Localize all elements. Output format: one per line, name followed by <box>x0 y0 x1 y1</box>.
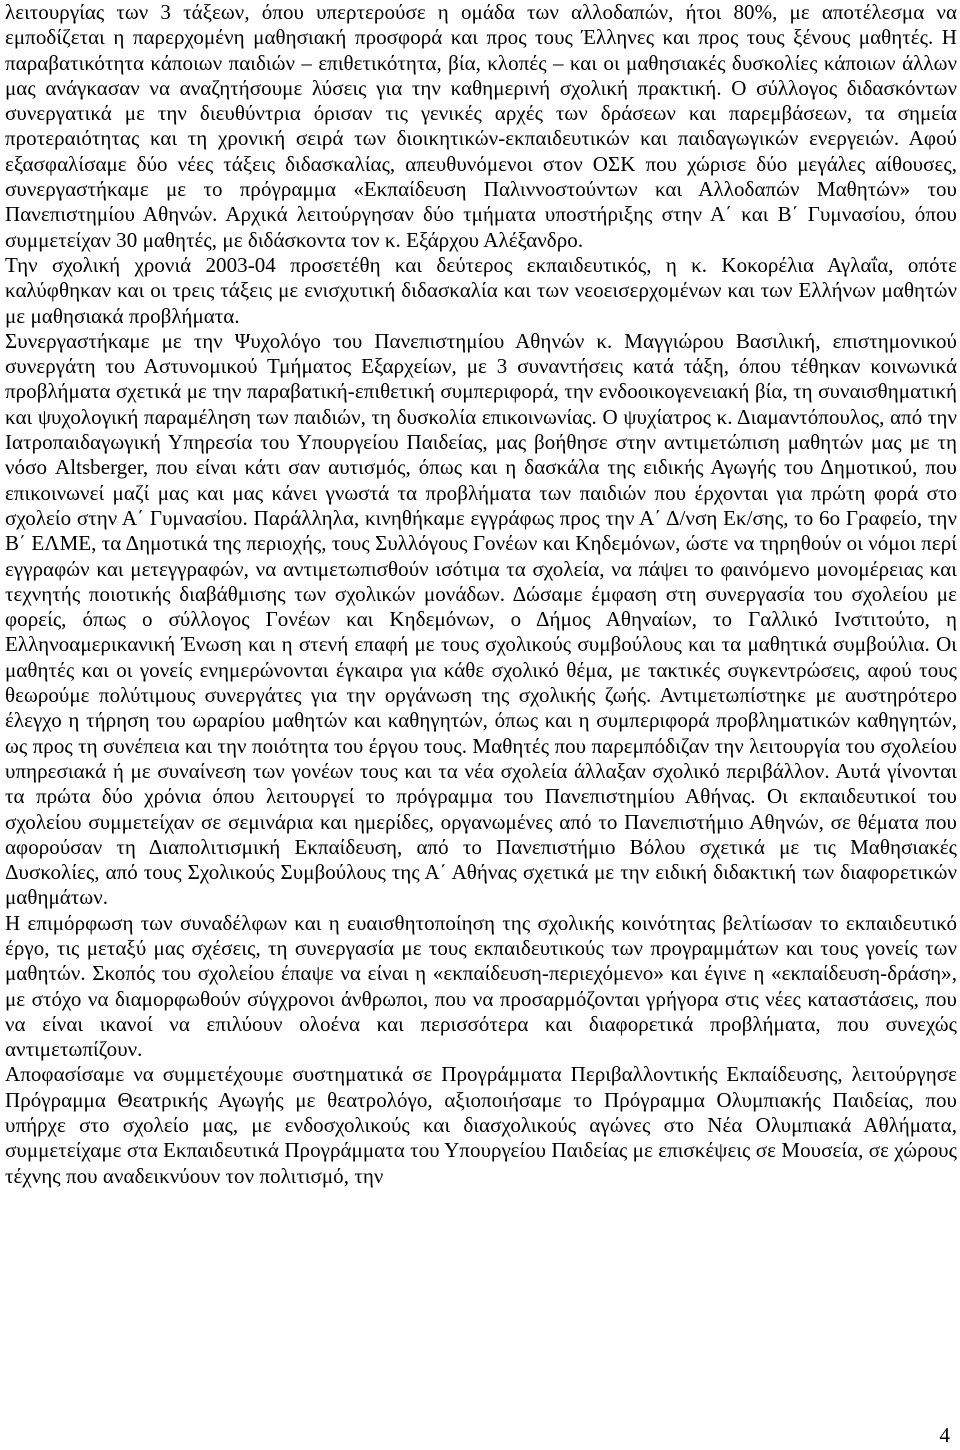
paragraph-1: λειτουργίας των 3 τάξεων, όπου υπερτερούσε η ομάδα των αλλοδαπών, ήτοι 80%, με αποτέλεσμα να εμποδίζεται η παρερχομένη μαθησιακή προσφορά και προς τους Έλληνες και προς τους ξένους μαθητές. Η παραβατικότητα κάποιων παιδιών – επιθετικότητα, βία, κλοπές – και οι μαθησιακές δυσκολίες κάποιων άλλων μας ανάγκασαν να αναζητήσουμε λύσεις για την καθημερινή σχολική πρακτική. Ο σύλλογος διδασκόντων συνεργατικά με την διευθύντρια όρισαν τις γενικές αρχές των δράσεων και παρεμβάσεων, τα σημεία προτεραιότητας και τη χρονική σειρά των διοικητικών-εκπαιδευτικών και παιδαγωγικών ενεργειών. Αφού εξασφαλίσαμε δύο νέες τάξεις διδασκαλίας, απευθυνόμενοι στον ΟΣΚ που χώρισε δύο μεγάλες αίθουσες, συνεργαστήκαμε με το πρόγραμμα «Εκπαίδευση Παλιννοστούντων και Αλλοδαπών Μαθητών» του Πανεπιστημίου Αθηνών. Αρχικά λειτούργησαν δύο τμήματα υποστήριξης στην Α΄ και Β΄ Γυμνασίου, όπου συμμετείχαν 30 μαθητές, με διδάσκοντα τον κ. Εξάρχου Αλέξανδρο. <box>5 0 957 252</box>
paragraph-4: Η επιμόρφωση των συναδέλφων και η ευαισθητοποίηση της σχολικής κοινότητας βελτίωσαν το εκπαιδευτικό έργο, τις μεταξύ μας σχέσεις, τη συνεργασία με τους εκπαιδευτικούς των προγραμμάτων και τους γονείς των μαθητών. Σκοπός του σχολείου έπαψε να είναι η «εκπαίδευση-περιεχόμενο» και έγινε η «εκπαίδευση-δράση», με στόχο να διαμορφωθούν σύγχρονοι άνθρωποι, που να προσαρμόζονται γρήγορα στις νέες καταστάσεις, που να είναι ικανοί να επιλύουν ολοένα και περισσότερα και διαφορετικά προβλήματα, που συνεχώς αντιμετωπίζουν. <box>5 910 957 1062</box>
paragraph-3: Συνεργαστήκαμε με την Ψυχολόγο του Πανεπιστημίου Αθηνών κ. Μαγγιώρου Βασιλική, επιστημονικού συνεργάτη του Αστυνομικού Τμήματος Εξαρχείων, με 3 συναντήσεις κατά τάξη, όπου τέθηκαν κοινωνικά προβλήματα σχετικά με την παραβατική-επιθετική συμπεριφορά, την ενδοοικογενειακή βία, τη συναισθηματική και ψυχολογική παραμέληση των παιδιών, τη δυσκολία επικοινωνίας. Ο ψυχίατρος κ. Διαμαντόπουλος, από την Ιατροπαιδαγωγική Υπηρεσία του Υπουργείου Παιδείας, μας βοήθησε στην αντιμετώπιση μαθητών μας με τη νόσο Altsberger, που είναι κάτι σαν αυτισμός, όπως και η δασκάλα της ειδικής Αγωγής του Δημοτικού, που επικοινωνεί μαζί μας και μας κάνει γνωστά τα προβλήματα των παιδιών που έρχονται για πρώτη φορά στο σχολείο στην Α΄ Γυμνασίου. Παράλληλα, κινηθήκαμε εγγράφως προς την Α΄ Δ/νση Εκ/σης, το 6ο Γραφείο, την Β΄ ΕΛΜΕ, τα Δημοτικά της περιοχής, τους Συλλόγους Γονέων και Κηδεμόνων, ώστε να τηρηθούν οι νόμοι περί εγγραφών και μετεγγραφών, να αντιμετωπισθούν ισότιμα τα σχολεία, να πάψει το φαινόμενο μονομέρειας και τεχνητής ποιοτικής διαβάθμισης των σχολικών μονάδων. Δώσαμε έμφαση στη συνεργασία του σχολείου με φορείς, όπως ο σύλλογος Γονέων και Κηδεμόνων, ο Δήμος Αθηναίων, το Γαλλικό Ινστιτούτο, η Ελληνοαμερικανική Ένωση και η στενή επαφή με τους σχολικούς συμβούλους και τα μαθητικά συμβούλια. Οι μαθητές και οι γονείς ενημερώνονται έγκαιρα για κάθε σχολικό θέμα, με τακτικές συγκεντρώσεις, αφού τους θεωρούμε πολύτιμους συνεργάτες για την οργάνωση της σχολικής ζωής. Αντιμετωπίστηκε με αυστηρότερο έλεγχο η τήρηση του ωραρίου μαθητών και καθηγητών, όπως και η συμπεριφορά προβληματικών καθηγητών, ως προς τη συνέπεια και την ποιότητα του έργου τους. Μαθητές που παρεμπόδιζαν την λειτουργία του σχολείου υπηρεσιακά ή με συναίνεση των γονέων τους και τα νέα σχολεία άλλαξαν σχολικό περιβάλλον. Αυτά γίνονται τα πρώτα δύο χρόνια όπου λειτουργεί το πρόγραμμα του Πανεπιστημίου Αθήνας. Οι εκπαιδευτικοί του σχολείου συμμετείχαν σε σεμινάρια και ημερίδες, οργανωμένες από το Πανεπιστήμιο Αθηνών, σε θέματα που αφορούσαν τη Διαπολιτισμική Εκπαίδευση, από το Πανεπιστήμιο Βόλου σχετικά με τις Μαθησιακές Δυσκολίες, από τους Σχολικούς Συμβούλους της Α΄ Αθήνας σχετικά με την ειδική διδακτική των διαφορετικών μαθημάτων. <box>5 328 957 910</box>
page-number: 4 <box>939 1423 950 1447</box>
paragraph-2: Την σχολική χρονιά 2003-04 προσετέθη και δεύτερος εκπαιδευτικός, η κ. Κοκορέλια Αγλαΐα, οπότε καλύφθηκαν και οι τρεις τάξεις με ενισχυτική διδασκαλία και των νεοεισερχομένων και των Ελλήνων μαθητών με μαθησιακά προβλήματα. <box>5 252 957 328</box>
document-page <box>5 0 957 1189</box>
paragraph-5: Αποφασίσαμε να συμμετέχουμε συστηματικά σε Προγράμματα Περιβαλλοντικής Εκπαίδευσης, λειτούργησε Πρόγραμμα Θεατρικής Αγωγής με θεατρολόγο, αξιοποιήσαμε το Πρόγραμμα Ολυμπιακής Παιδείας, που υπήρχε στο σχολείο μας, με ενδοσχολικούς και διασχολικούς αγώνες στο Νέα Ολυμπιακά Αθλήματα, συμμετείχαμε στα Εκπαιδευτικά Προγράμματα του Υπουργείου Παιδείας με επισκέψεις σε Μουσεία, σε χώρους τέχνης που αναδεικνύουν τον πολιτισμό, την <box>5 1062 957 1188</box>
